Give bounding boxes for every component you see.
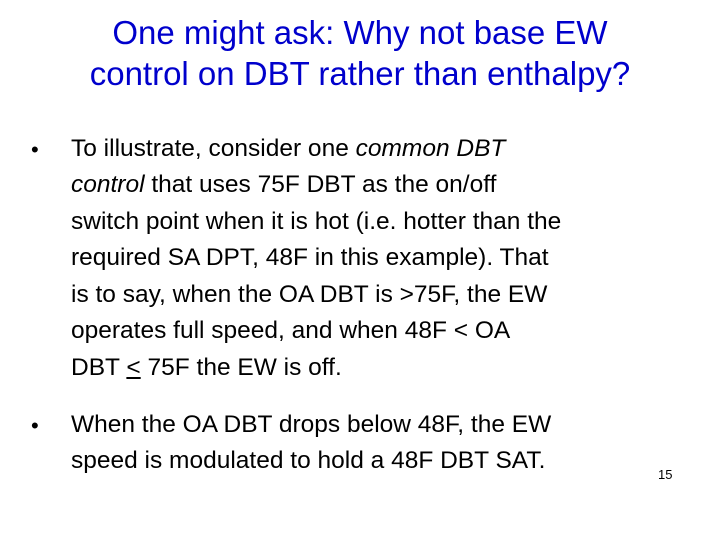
bullet-1-text: 75F the EW is off. xyxy=(140,354,342,381)
bullet-1-text: To illustrate, consider one xyxy=(71,135,356,162)
bullet-marker-2: • xyxy=(31,413,39,438)
bullet-2-line-1: When the OA DBT drops below 48F, the EW xyxy=(71,411,552,438)
bullet-1-text: that uses 75F DBT as the on/off xyxy=(144,171,497,198)
less-equal-symbol: < xyxy=(126,354,141,381)
bullet-1-line-4: required SA DPT, 48F in this example). That xyxy=(71,244,549,271)
page-number: 15 xyxy=(658,467,673,482)
bullet-1-line-1 xyxy=(71,134,505,164)
bullet-1-line-6: operates full speed, and when 48F < OA xyxy=(71,317,511,344)
title-line-1: One might ask: Why not base EW xyxy=(112,14,608,51)
bullet-2-line-2: speed is modulated to hold a 48F DBT SAT. xyxy=(71,447,546,474)
bullet-1-line-5: is to say, when the OA DBT is >75F, the EW xyxy=(71,281,548,308)
title-line-2: control on DBT rather than enthalpy? xyxy=(89,55,631,92)
bullet-1-text: DBT xyxy=(71,354,127,381)
bullet-1-emphasis-cont: control xyxy=(71,171,145,198)
bullet-1-line-7 xyxy=(71,353,342,383)
bullet-1-emphasis: common DBT xyxy=(355,135,506,162)
bullet-1-line-3: switch point when it is hot (i.e. hotter than the xyxy=(71,208,562,235)
bullet-marker-1: • xyxy=(31,137,39,162)
bullet-1-line-2 xyxy=(71,170,496,200)
